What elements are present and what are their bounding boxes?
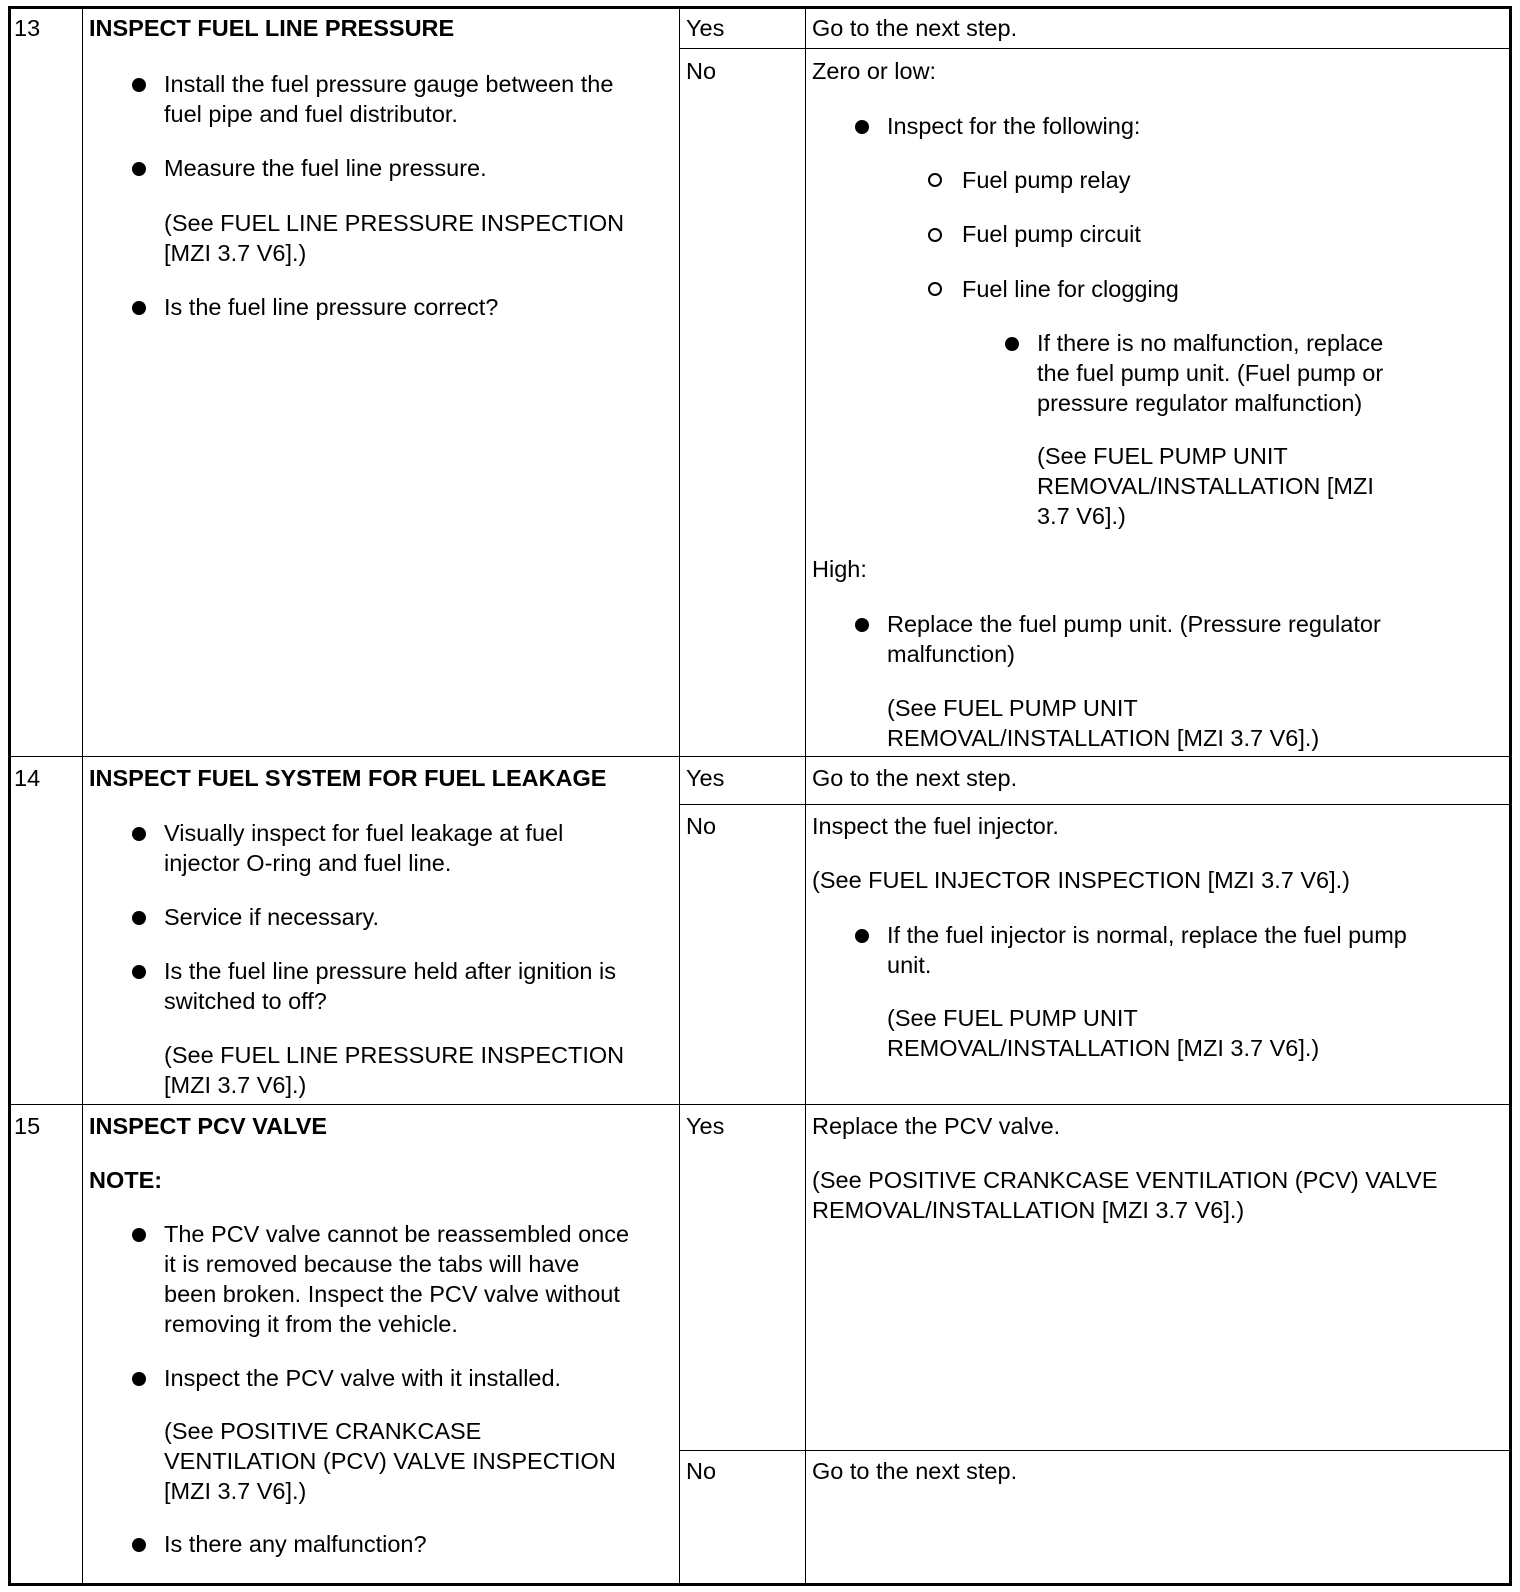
step-number: 14 <box>14 765 41 791</box>
reference-text: (See FUEL PUMP UNIT REMOVAL/INSTALLATION [MZI 3.7 V6].) <box>1037 443 1374 529</box>
column-divider <box>679 9 680 1583</box>
bullet-icon <box>855 618 869 632</box>
step-title: INSPECT FUEL SYSTEM FOR FUEL LEAKAGE <box>89 765 607 791</box>
sub-bullet-icon <box>928 228 942 242</box>
inspect-item: Fuel pump relay <box>962 167 1131 193</box>
sub-bullet-icon <box>928 173 942 187</box>
yes-action: Replace the PCV valve. <box>812 1113 1061 1139</box>
row-divider-13-yes-no <box>679 48 1512 49</box>
bullet-icon <box>132 911 146 925</box>
yes-label: Yes <box>686 765 725 791</box>
inspect-item: Fuel line for clogging <box>962 276 1179 302</box>
row-divider-15-yes-no <box>679 1450 1512 1451</box>
column-divider <box>82 9 83 1583</box>
step-title: INSPECT PCV VALVE <box>89 1113 328 1139</box>
no-action-heading: High: <box>812 556 867 582</box>
reference-text: (See POSITIVE CRANKCASE VENTILATION (PCV) VALVE REMOVAL/INSTALLATION [MZI 3.7 V6].) <box>812 1167 1438 1223</box>
note-label: NOTE: <box>89 1167 163 1193</box>
reference-text: (See FUEL LINE PRESSURE INSPECTION [MZI 3.7 V6].) <box>164 1042 625 1098</box>
bullet-icon <box>132 1228 146 1242</box>
bullet-icon <box>1005 337 1019 351</box>
reference-text: (See FUEL INJECTOR INSPECTION [MZI 3.7 V6].) <box>812 867 1350 893</box>
no-action-text: Inspect the fuel injector. <box>812 813 1059 839</box>
bullet-icon <box>132 301 146 315</box>
bullet-icon <box>132 78 146 92</box>
row-divider-14-15 <box>11 1104 1512 1105</box>
step-number: 15 <box>14 1113 41 1139</box>
bullet-icon <box>855 929 869 943</box>
no-action: Go to the next step. <box>812 1458 1018 1484</box>
step-instruction: Visually inspect for fuel leakage at fuel injector O-ring and fuel line. <box>164 820 564 876</box>
no-action-text: If the fuel injector is normal, replace the fuel pump unit. <box>887 922 1407 978</box>
reference-text: (See POSITIVE CRANKCASE VENTILATION (PCV) VALVE INSPECTION [MZI 3.7 V6].) <box>164 1418 616 1504</box>
bullet-icon <box>855 120 869 134</box>
step-instruction: Inspect the PCV valve with it installed. <box>164 1365 562 1391</box>
sub-bullet-icon <box>928 282 942 296</box>
bullet-icon <box>132 827 146 841</box>
inspect-item: Fuel pump circuit <box>962 221 1141 247</box>
row-divider-14-yes-no <box>679 804 1512 805</box>
step-question: Is the fuel line pressure held after ignition is switched to off? <box>164 958 616 1014</box>
reference-text: (See FUEL PUMP UNIT REMOVAL/INSTALLATION [MZI 3.7 V6].) <box>887 1005 1320 1061</box>
step-question: Is there any malfunction? <box>164 1531 427 1557</box>
column-divider <box>805 9 806 1583</box>
step-instruction: Service if necessary. <box>164 904 380 930</box>
step-instruction: Install the fuel pressure gauge between the fuel pipe and fuel distributor. <box>164 71 614 127</box>
step-question: Is the fuel line pressure correct? <box>164 294 499 320</box>
no-action-text: Replace the fuel pump unit. (Pressure regulator malfunction) <box>887 611 1381 667</box>
yes-action: Go to the next step. <box>812 15 1018 41</box>
reference-text: (See FUEL LINE PRESSURE INSPECTION [MZI 3.7 V6].) <box>164 210 625 266</box>
bullet-icon <box>132 1372 146 1386</box>
bullet-icon <box>132 1538 146 1552</box>
yes-label: Yes <box>686 15 725 41</box>
step-instruction: Measure the fuel line pressure. <box>164 155 487 181</box>
step-title: INSPECT FUEL LINE PRESSURE <box>89 15 455 41</box>
reference-text: (See FUEL PUMP UNIT REMOVAL/INSTALLATION [MZI 3.7 V6].) <box>887 695 1320 751</box>
no-action-text: Inspect for the following: <box>887 113 1141 139</box>
bullet-icon <box>132 162 146 176</box>
no-action-heading: Zero or low: <box>812 58 937 84</box>
no-action-text: If there is no malfunction, replace the fuel pump unit. (Fuel pump or pressure regulator malfunction) <box>1037 330 1384 416</box>
no-label: No <box>686 58 717 84</box>
row-divider-13-14 <box>11 756 1512 757</box>
note-text: The PCV valve cannot be reassembled once it is removed because the tabs will have been broken. Inspect the PCV valve without removing it from the vehicle. <box>164 1221 630 1337</box>
yes-action: Go to the next step. <box>812 765 1018 791</box>
no-label: No <box>686 1458 717 1484</box>
no-label: No <box>686 813 717 839</box>
bullet-icon <box>132 965 146 979</box>
step-number: 13 <box>14 15 41 41</box>
yes-label: Yes <box>686 1113 725 1139</box>
